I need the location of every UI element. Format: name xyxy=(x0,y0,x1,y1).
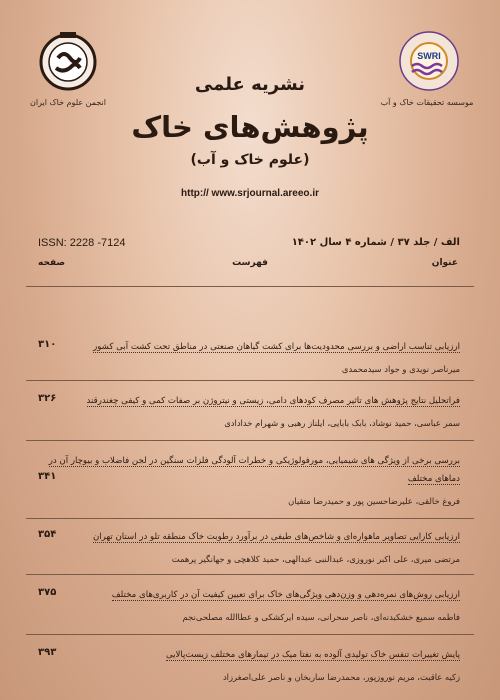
entry-title-text: بررسی برخی از ویژگی های شیمیایی، مورفولوژیکی و خطرات آلودگی فلزات سنگین در لجن فاضلاب و بیوچار آن در دماهای مختلف xyxy=(48,456,460,484)
entry-title-text: پایش تغییرات تنفس خاک تولیدی آلوده به نفتا میک در تیمارهای مختلف زیست‌پالایی xyxy=(165,650,460,660)
entry-title-text: فراتحلیل نتایج پژوهش های تاثیر مصرف کودهای دامی، زیستی و نیتروژن بر صفات کمی و کیفی چغندرقند xyxy=(86,396,460,406)
table-of-contents-heading: فهرست xyxy=(232,258,268,268)
toc-entry[interactable] xyxy=(40,586,460,622)
divider xyxy=(26,286,474,287)
entry-title-text: ارزیابی تناسب اراضی و بررسی محدودیت‌ها برای کشت گیاهان صنعتی در مناطق تحت کشت آبی کشور xyxy=(93,342,460,352)
toc-entry[interactable] xyxy=(40,528,460,564)
divider xyxy=(26,574,474,575)
entry-title xyxy=(40,528,460,546)
toc-entry[interactable] xyxy=(40,646,460,682)
left-logo-caption: انجمن علوم خاک ایران xyxy=(30,98,106,107)
issn: ISSN: 2228 -7124 xyxy=(38,237,126,249)
entry-title xyxy=(40,586,460,604)
entry-authors: میرناصر نویدی و جواد سیدمحمدی xyxy=(341,364,460,374)
divider xyxy=(26,518,474,519)
toc-entry[interactable] xyxy=(40,338,460,374)
entry-authors: زکیه عاقبت، مریم نوروزپور، محمدرضا ساربخان و ناصر علی‌اصغرزاد xyxy=(222,672,460,682)
entry-page: ۳۵۴ xyxy=(38,529,57,540)
entry-title-text: ارزیابی روش‌های نمره‌دهی و وزن‌دهی ویژگی‌های خاک برای تعیین کیفیت آن در کاربری‌های مختلف xyxy=(111,590,460,600)
divider xyxy=(26,380,474,381)
journal-subtitle: نشریه علمی xyxy=(194,74,306,95)
column-header-title: عنوان xyxy=(431,258,458,268)
entry-authors: سمر عباسی، حمید نوشاد، بابک بابایی، ایلناز رهبی و شهرام خدادادی xyxy=(224,418,460,428)
toc-entry[interactable] xyxy=(40,452,460,506)
entry-title xyxy=(40,392,460,410)
column-header-page: صفحه xyxy=(38,258,66,268)
entry-authors: فروغ خالقی، علیرضاحسین پور و حمیدرضا متقیان xyxy=(288,496,460,506)
entry-title xyxy=(40,646,460,664)
issue-info: الف / جلد ۳۷ / شماره ۴ سال ۱۴۰۲ xyxy=(291,237,460,248)
journal-title: پژوهش‌های خاک xyxy=(131,110,369,144)
divider xyxy=(26,440,474,441)
entry-title-text: ارزیابی کارایی تصاویر ماهواره‌ای و شاخص‌های طیفی در برآورد رطوبت خاک منطقه تلو در استان تهران xyxy=(92,532,460,542)
journal-subtitle-2: (علوم خاک و آب) xyxy=(190,152,310,168)
divider xyxy=(26,634,474,635)
entry-title xyxy=(40,338,460,356)
entry-title xyxy=(40,452,460,488)
swri-logo-text: SWRI xyxy=(417,51,441,61)
right-logo-caption: موسسه تحقیقات خاک و آب xyxy=(380,98,474,107)
entry-authors: فاطمه سمیع خشکبدنه‌ای، ناصر سحرانی، سیده ایرکشکی و عطاالله مصلحی‌نجم xyxy=(182,612,460,622)
entry-page: ۳۴۱ xyxy=(38,471,57,482)
journal-url[interactable]: http:// www.srjournal.areeo.ir xyxy=(181,188,319,199)
entry-page: ۳۱۰ xyxy=(38,339,57,350)
toc-entry[interactable] xyxy=(40,392,460,428)
entry-page: ۳۲۶ xyxy=(38,393,57,404)
entry-page: ۳۹۳ xyxy=(38,647,57,658)
entry-page: ۳۷۵ xyxy=(38,587,57,598)
entry-authors: مرتضی میری، علی اکبر نوروزی، عبدالنبی عبدالهی، حمید کلاهچی و جهانگیر پرهمت xyxy=(171,554,460,564)
